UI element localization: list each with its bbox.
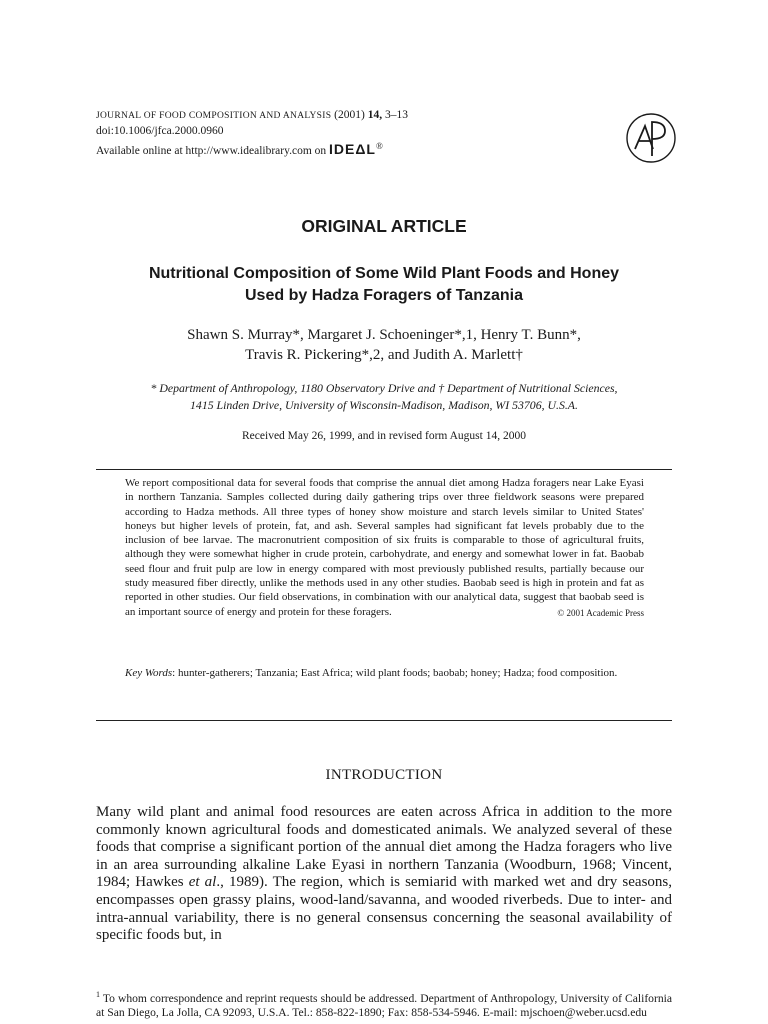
section-heading: INTRODUCTION [325, 767, 443, 783]
registered-mark: ® [375, 141, 383, 151]
title-line-1: Nutritional Composition of Some Wild Plant Foods and Honey [148, 265, 620, 282]
author-list [96, 325, 672, 365]
article-type: ORIGINAL ARTICLE [301, 216, 467, 236]
ideal-logo: IDEΔL [329, 140, 376, 157]
abstract-text: We report compositional data for several foods that comprise the annual diet among Hadza foragers near Lake Eyasi in northern Tanzania. Samples collected during daily gathering trips over three fieldwork seasons were prepared according to Hadza methods. All three types of honey show moisture and starch levels similar to United States' honeys but higher levels of protein, fat, and ash. Several samples had significant fat levels probably due to the inclusion of bee larvae. The macronutrient composition of six fruits is comparable to those of agricultural fruits, although they were somewhat higher in crude protein, carbohydrate, and energy and somewhat lower in fat. Baobab seed flour and fruit pulp are low in energy compared with most previously published results, partially because our study measured fiber directly, unlike the methods used in any other studies. Baobab seed is high in protein and fat as reported in other studies. Our field observations, in combination with our analytical data, suggest that baobab seed is an important source of energy and protein for these foragers. [125, 477, 644, 618]
doi: doi:10.1006/jfca.2000.0960 [96, 125, 224, 137]
affiliation-line-1: * Department of Anthropology, 1180 Observatory Drive and † Department of Nutritional Sciences, [150, 381, 618, 395]
received-dates: Received May 26, 1999, and in revised form August 14, 2000 [242, 430, 526, 442]
journal-citation [96, 108, 556, 124]
copyright-notice: © 2001 Academic Press [557, 607, 644, 618]
footnote [96, 988, 672, 1021]
authors-line-2: Travis R. Pickering*,2, and Judith A. Marlett† [245, 347, 523, 363]
intro-et-al: et al [188, 874, 217, 891]
journal-pages: 3–13 [384, 109, 408, 121]
authors-line-1: Shawn S. Murray*, Margaret J. Schoeninger*,1, Henry T. Bunn*, [187, 327, 581, 343]
keywords-text: : hunter-gatherers; Tanzania; East Africa; wild plant foods; baobab; honey; Hadza; food composition. [172, 667, 618, 679]
abstract [125, 476, 644, 620]
article-title [96, 263, 672, 307]
keywords [125, 666, 644, 680]
keywords-label: Key Words [125, 667, 173, 679]
intro-text-a: Many wild plant and animal food resources are eaten across Africa in addition to the more commonly known agricultural foods and domesticated animals. We analyzed several of these foods that comprise a significant portion of the annual diet among the Hadza foragers who live in an area surrounding alkaline Lake Eyasi in northern Tanzania (Woodburn, 1968; Vincent, 1984; Hawkes [96, 804, 672, 891]
footnote-mark: 1 [96, 990, 100, 999]
title-line-2: Used by Hadza Foragers of Tanzania [245, 287, 523, 304]
journal-header [96, 108, 556, 159]
journal-volume: 14, [367, 109, 383, 121]
top-divider [96, 469, 672, 470]
intro-text-b: ., 1989). The region, which is semiarid with marked wet and dry seasons, encompasses open grassy plains, wood-land/savanna, and wooded riverbeds. Due to inter- and intra-annual variability, there is no general consensus concerning the seasonal availability of specific foods but, in [96, 874, 672, 944]
availability-line [96, 139, 556, 159]
affiliations [96, 380, 672, 414]
journal-year: (2001) [334, 109, 365, 121]
bottom-divider [96, 720, 672, 721]
affiliation-line-2: 1415 Linden Drive, University of Wisconsin-Madison, Madison, WI 53706, U.S.A. [190, 398, 578, 412]
intro-paragraph [96, 804, 672, 945]
journal-name: JOURNAL OF FOOD COMPOSITION AND ANALYSIS [96, 111, 332, 121]
availability-text: Available online at http://www.idealibrary.com on [96, 144, 327, 157]
footnote-text: To whom correspondence and reprint requests should be addressed. Department of Anthropology, University of California at San Diego, La Jolla, CA 92093, U.S.A. Tel.: 858-822-1890; Fax: 858-534-5946. E-mail: mjschoen@weber.ucsd.edu [96, 991, 672, 1020]
academic-press-logo [625, 112, 677, 164]
